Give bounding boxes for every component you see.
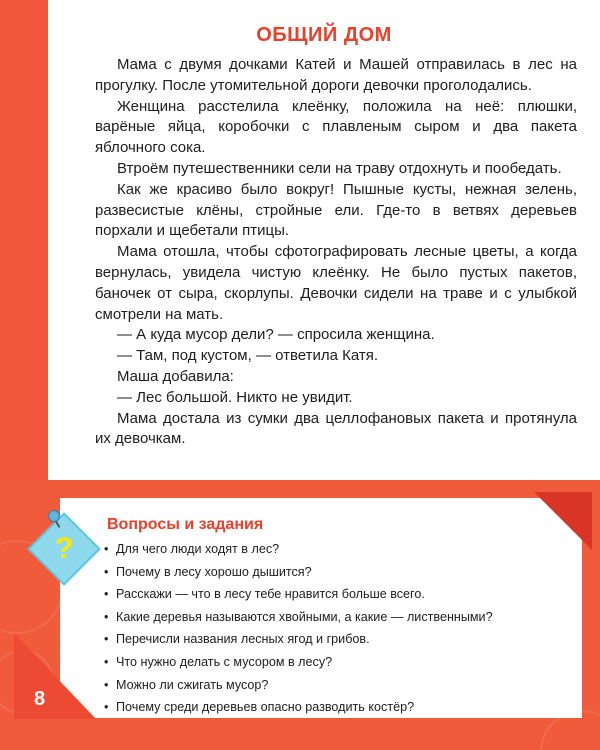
list-item: [104, 561, 493, 584]
pushpin-icon: [48, 510, 60, 522]
list-item: [104, 538, 493, 561]
story-paragraph: Как же красиво было вокруг! Пышные кусты, нежная зелень, развесистые клёны, стройные ели. Где-то в ветвях деревьев порхали и щебетали птицы.: [95, 180, 577, 240]
question-text: Для чего люди ходят в лес?: [116, 542, 280, 556]
bullet-icon: •: [104, 542, 109, 556]
list-item: [104, 606, 493, 629]
story-title: ОБЩИЙ ДОМ: [256, 24, 392, 46]
bullet-icon: •: [104, 700, 109, 715]
bullet-icon: •: [104, 632, 109, 647]
story-text: [95, 55, 577, 450]
page-number: 8: [34, 688, 46, 710]
bullet-icon: •: [104, 587, 109, 602]
question-text: Перечисли названия лесных ягод и грибов.: [116, 632, 370, 647]
question-text: Почему среди деревьев опасно разводить костёр?: [116, 700, 415, 715]
list-item: [104, 674, 493, 697]
story-paragraph: — Там, под кустом, — ответила Катя.: [117, 347, 379, 365]
question-text: Почему в лесу хорошо дышится?: [116, 564, 312, 579]
left-color-bar: [0, 0, 48, 480]
story-paragraph: Женщина расстелила клеёнку, положила на неё: плюшки, варёные яйца, коробочки с плавленым сыром и два пакета яблочного сока.: [95, 97, 577, 157]
list-item: [104, 628, 493, 651]
questions-list: [104, 538, 493, 719]
question-text: Можно ли сжигать мусор?: [116, 677, 269, 692]
bullet-icon: •: [104, 609, 109, 624]
list-item: [104, 696, 493, 719]
bullet-icon: •: [104, 677, 109, 692]
list-item: [104, 583, 493, 606]
story-paragraph: Маша добавила:: [117, 367, 234, 385]
bullet-icon: •: [104, 564, 109, 579]
questions-title: Вопросы и задания: [107, 516, 264, 533]
story-paragraph: Мама отошла, чтобы сфотографировать лесные цветы, а когда вернулась, увидела чистую клеёнку. Не было пустых пакетов, баночек от сыра, скорлупы. Девочки сидели на траве и с улыбкой смотрели на мать.: [95, 243, 577, 323]
question-text: Расскажи — что в лесу тебе нравится больше всего.: [116, 587, 425, 602]
question-text: Что нужно делать с мусором в лесу?: [116, 654, 333, 669]
bullet-icon: •: [104, 654, 109, 669]
story-paragraph: Мама с двумя дочками Катей и Машей отправилась в лес на прогулку. После утомительной дороги девочки проголодались.: [95, 56, 577, 94]
question-text: Какие деревья называются хвойными, а какие — лиственными?: [116, 609, 493, 624]
card-corner-ribbon: [534, 492, 592, 550]
story-paragraph: Втроём путешественники сели на траву отдохнуть и пообедать.: [117, 159, 562, 177]
story-paragraph: — А куда мусор дели? — спросила женщина.: [117, 326, 435, 344]
list-item: [104, 651, 493, 674]
story-paragraph: — Лес большой. Никто не увидит.: [117, 388, 353, 406]
question-mark-icon: ?: [54, 532, 74, 565]
story-paragraph: Мама достала из сумки два целлофановых пакета и протянула их девочкам.: [95, 409, 577, 448]
questions-panel: [0, 480, 600, 750]
